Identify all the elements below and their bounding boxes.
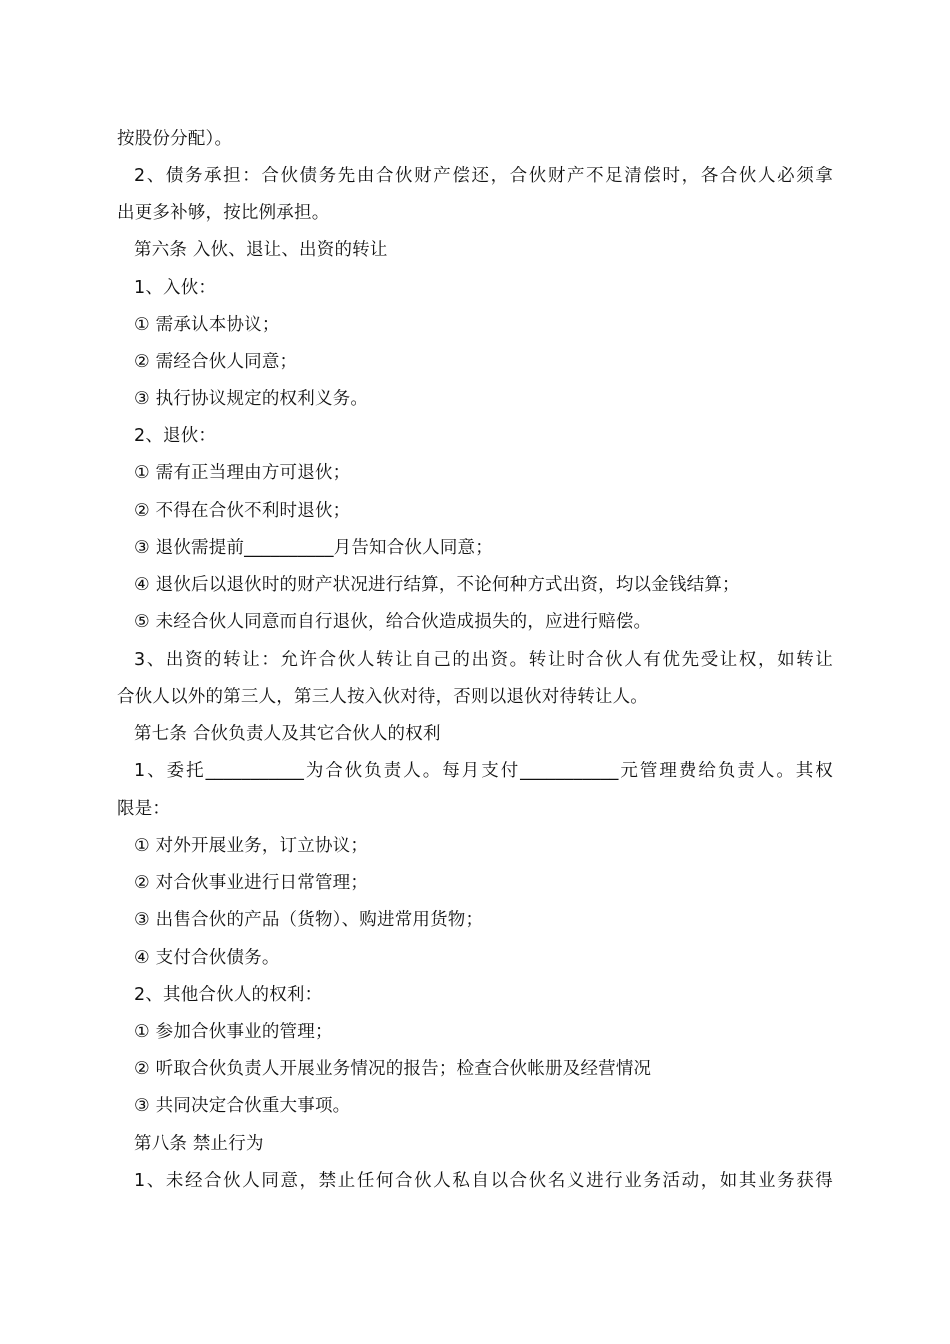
list-item: ② 对合伙事业进行日常管理； xyxy=(134,873,369,893)
text-line: 1、未经合伙人同意，禁止任何合伙人私自以合伙名义进行业务活动，如其业务获得 xyxy=(134,1171,833,1191)
list-item: ① 需有正当理由方可退伙； xyxy=(134,463,351,483)
text-line: 限是： xyxy=(117,799,171,819)
text-line: 3、出资的转让：允许合伙人转让自己的出资。转让时合伙人有优先受让权，如转让 xyxy=(134,650,833,670)
text-line: 1、委托___________为合伙负责人。每月支付___________元管理费给负责人。其权 xyxy=(134,761,833,781)
text-line: 出更多补够，按比例承担。 xyxy=(117,203,330,223)
list-item: ③ 退伙需提前__________月告知合伙人同意； xyxy=(134,538,493,558)
list-item: ④ 支付合伙债务。 xyxy=(134,948,280,968)
section-heading: 第八条 禁止行为 xyxy=(134,1134,264,1154)
text-line: 按股份分配）。 xyxy=(117,129,233,149)
text-line: 2、退伙： xyxy=(134,426,217,446)
list-item: ③ 共同决定合伙重大事项。 xyxy=(134,1096,351,1116)
list-item: ③ 出售合伙的产品（货物）、购进常用货物； xyxy=(134,910,484,930)
list-item: ③ 执行协议规定的权利义务。 xyxy=(134,389,369,409)
text-line: 2、其他合伙人的权利： xyxy=(134,985,323,1005)
list-item: ① 需承认本协议； xyxy=(134,315,280,335)
text-line: 2、债务承担：合伙债务先由合伙财产偿还，合伙财产不足清偿时，各合伙人必须拿 xyxy=(134,166,833,186)
list-item: ⑤ 未经合伙人同意而自行退伙，给合伙造成损失的，应进行赔偿。 xyxy=(134,612,652,632)
list-item: ① 参加合伙事业的管理； xyxy=(134,1022,333,1042)
list-item: ④ 退伙后以退伙时的财产状况进行结算，不论何种方式出资，均以金钱结算； xyxy=(134,575,740,595)
section-heading: 第七条 合伙负责人及其它合伙人的权利 xyxy=(134,724,441,744)
list-item: ① 对外开展业务，订立协议； xyxy=(134,836,369,856)
section-heading: 第六条 入伙、退让、出资的转让 xyxy=(134,240,388,260)
list-item: ② 不得在合伙不利时退伙； xyxy=(134,501,351,521)
text-line: 1、入伙： xyxy=(134,278,217,298)
list-item: ② 需经合伙人同意； xyxy=(134,352,298,372)
text-line: 合伙人以外的第三人，第三人按入伙对待，否则以退伙对待转让人。 xyxy=(117,687,648,707)
list-item: ② 听取合伙负责人开展业务情况的报告；检查合伙帐册及经营情况 xyxy=(134,1059,652,1079)
